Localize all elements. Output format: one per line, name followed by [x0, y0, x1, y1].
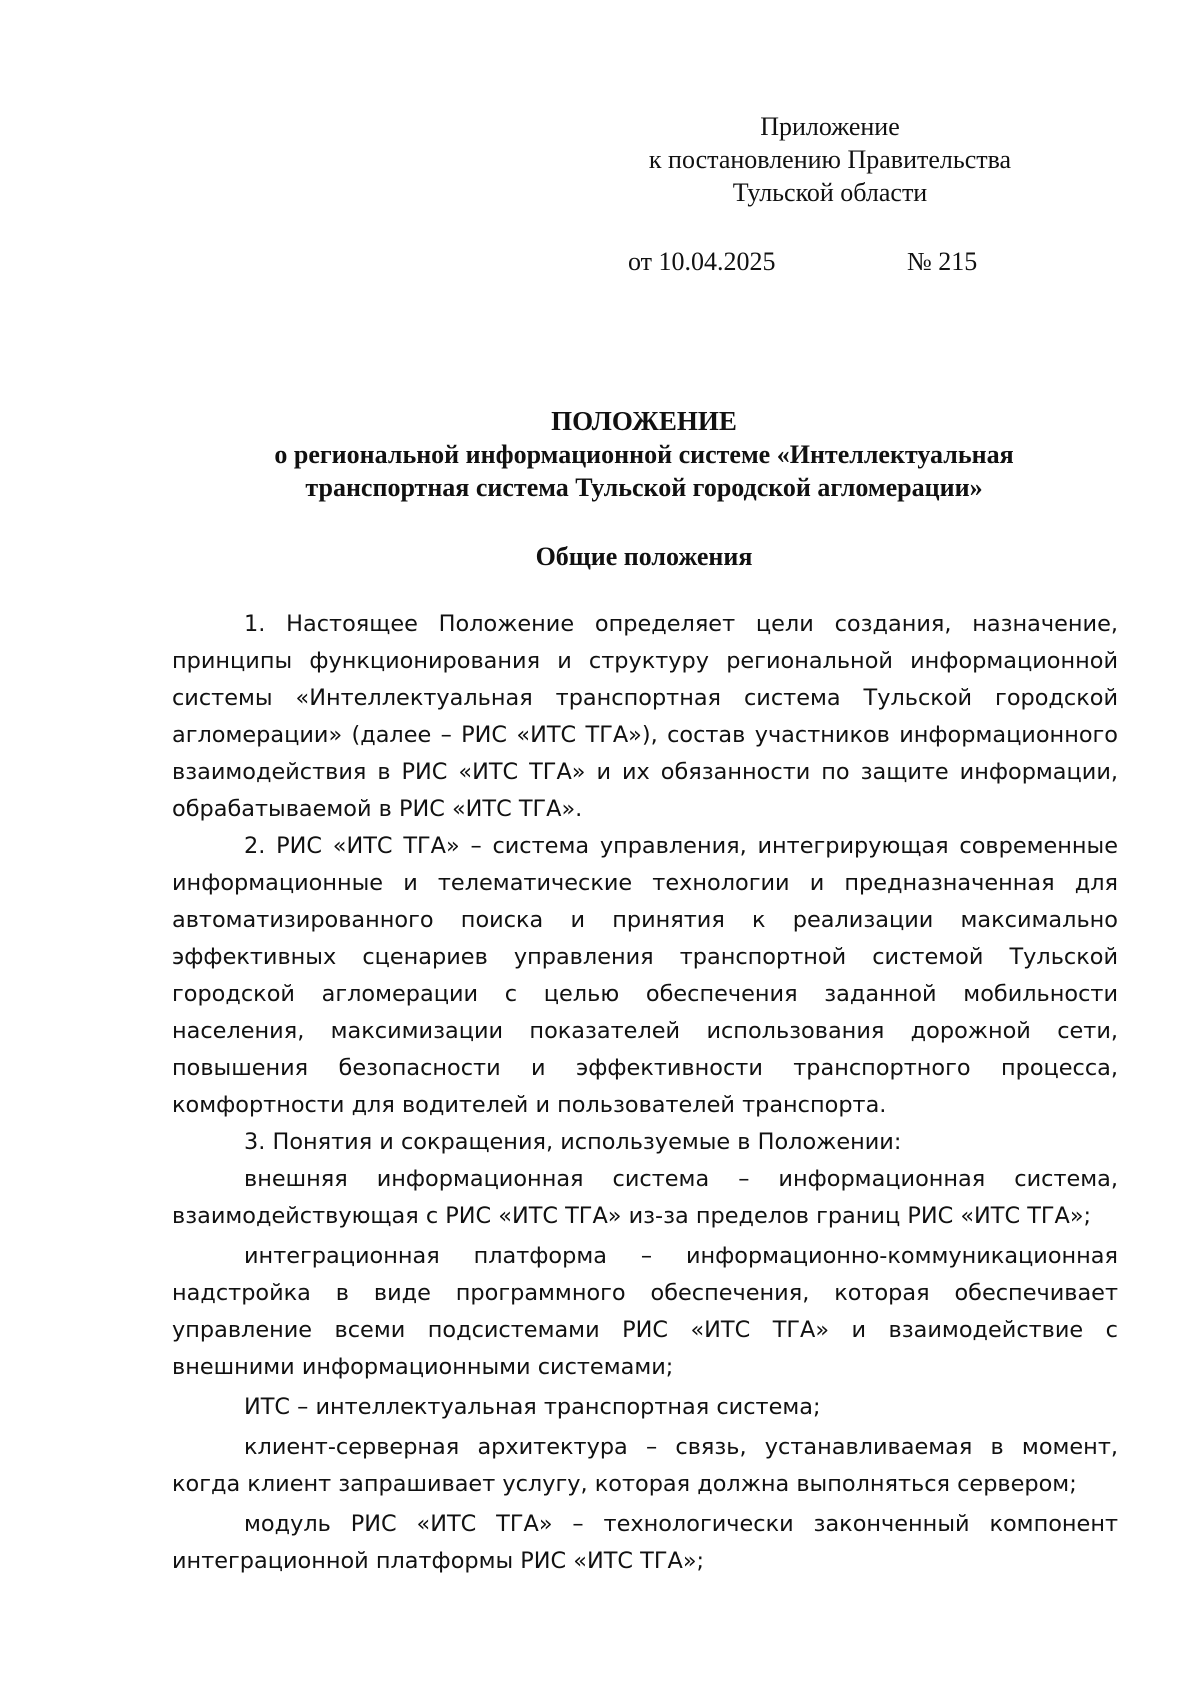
paragraph: внешняя информационная система – информационная система, взаимодействующая с РИС «ИТС ТГА» из-за пределов границ РИС «ИТС ТГА»;: [172, 1166, 1118, 1229]
section-heading: Общие положения: [535, 542, 753, 571]
paragraph: ИТС – интеллектуальная транспортная система;: [244, 1394, 821, 1420]
appendix-block: [610, 110, 1050, 209]
paragraph: 1. Настоящее Положение определяет цели создания, назначение, принципы функционирования и структуру региональной информационной системы «Интеллектуальная транспортная система Тульской городской агломерации» (далее – РИС «ИТС ТГА»), состав участников информационного взаимодействия в РИС «ИТС ТГА» и их обязанности по защите информации, обрабатываемой в РИС «ИТС ТГА».: [172, 611, 1118, 822]
decree-number: № 215: [907, 247, 978, 276]
paragraph: клиент-серверная архитектура – связь, устанавливаемая в момент, когда клиент запрашивает услугу, которая должна выполняться сервером;: [172, 1434, 1118, 1497]
title-line: транспортная система Тульской городской агломерации»: [305, 473, 983, 502]
paragraph: интеграционная платформа – информационно-коммуникационная надстройка в виде программного обеспечения, которая обеспечивает управление всеми подсистемами РИС «ИТС ТГА» и взаимодействие с внешними информационными системами;: [172, 1243, 1118, 1380]
paragraph: 3. Понятия и сокращения, используемые в Положении:: [244, 1129, 902, 1155]
appendix-line: Тульской области: [732, 178, 928, 207]
title-line: о региональной информационной системе «Интеллектуальная: [274, 440, 1014, 469]
document-title: [170, 405, 1118, 504]
decree-date: от 10.04.2025: [628, 247, 776, 276]
paragraph: модуль РИС «ИТС ТГА» – технологически законченный компонент интеграционной платформы РИС «ИТС ТГА»;: [172, 1511, 1118, 1574]
appendix-line: к постановлению Правительства: [648, 145, 1012, 174]
document-body: [172, 606, 1118, 1580]
title-main: ПОЛОЖЕНИЕ: [551, 406, 737, 436]
appendix-line: Приложение: [760, 112, 900, 141]
paragraph: 2. РИС «ИТС ТГА» – система управления, интегрирующая современные информационные и телематические технологии и предназначенная для автоматизированного поиска и принятия к реализации максимально эффективных сценариев управления транспортной системой Тульской городской агломерации с целью обеспечения заданной мобильности населения, максимизации показателей использования дорожной сети, повышения безопасности и эффективности транспортного процесса, комфортности для водителей и пользователей транспорта.: [172, 833, 1118, 1118]
